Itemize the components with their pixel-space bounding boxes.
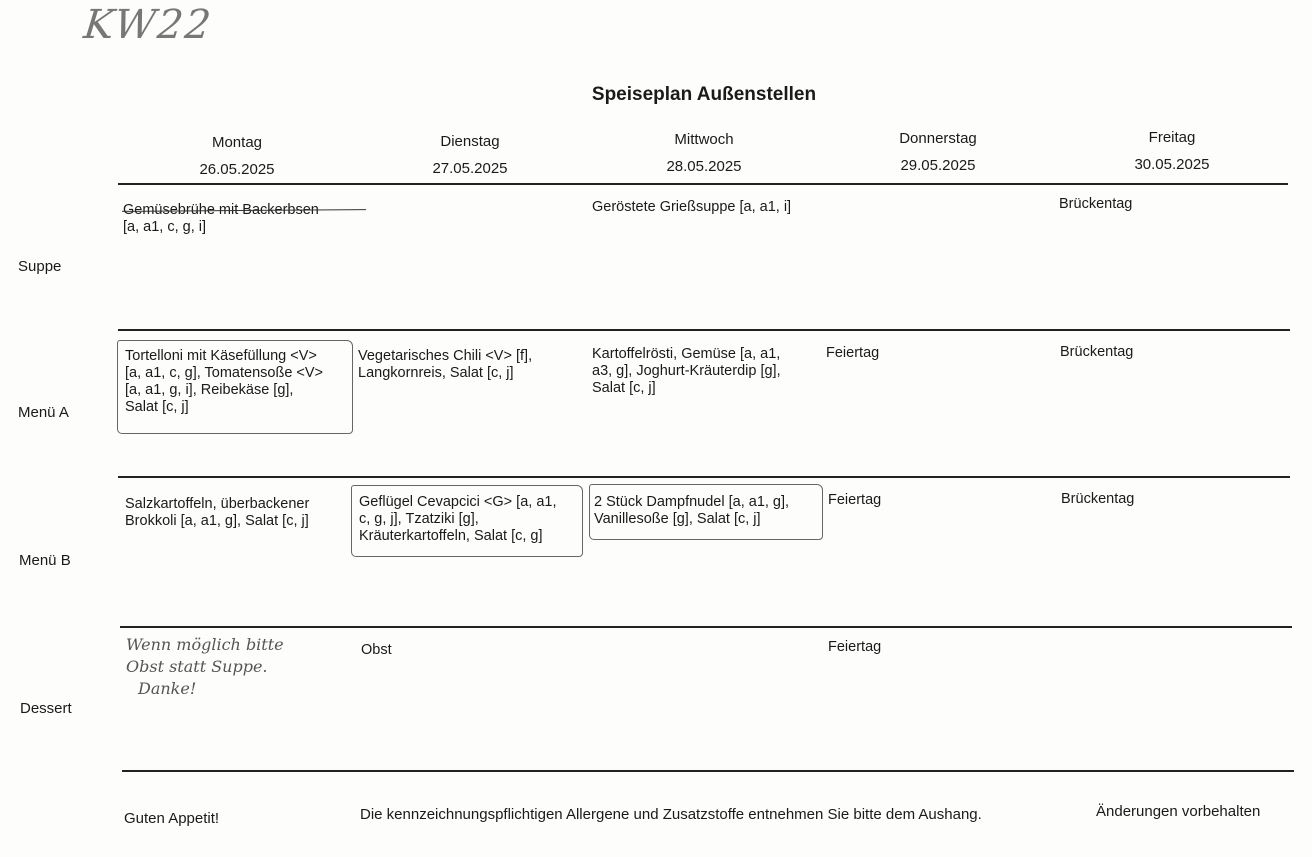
row-label-dessert: Dessert [20,700,72,717]
handwritten-note-line: Danke! [138,679,197,698]
handwritten-week-label: KW22 [81,2,215,48]
menu-b-dienstag-line: Geflügel Cevapcici <G> [a, a1, [359,494,557,510]
footer-allergen-note: Die kennzeichnungspflichtigen Allergene und Zusatzstoffe entnehmen Sie bitte dem Aushang. [360,806,982,823]
row-label-menu-b: Menü B [19,552,71,569]
row-label-menu-a: Menü A [18,404,69,421]
suppe-montag [123,202,319,236]
day-name-donnerstag: Donnerstag [899,130,977,147]
menu-a-mittwoch [592,346,781,397]
menu-a-montag-line: [a, a1, g, i], Reibekäse [g], [125,382,294,398]
footer-greeting: Guten Appetit! [124,810,220,827]
day-date-montag: 26.05.2025 [199,161,275,178]
menu-b-donnerstag: Feiertag [828,492,882,508]
menu-a-montag [125,348,323,416]
day-date-dienstag: 27.05.2025 [432,160,508,177]
menu-b-montag [125,496,309,530]
menu-b-mittwoch [594,494,789,528]
menu-b-montag-line: Salzkartoffeln, überbackener [125,496,310,512]
menu-a-mittwoch-line: Kartoffelrösti, Gemüse [a, a1, [592,346,781,362]
menu-b-dienstag [359,494,556,545]
suppe-montag-dish: Gemüsebrühe mit Backerbsen [123,202,319,218]
day-name-dienstag: Dienstag [440,133,500,150]
menu-a-dienstag [358,348,532,382]
menu-a-mittwoch-line: a3, g], Joghurt-Kräuterdip [g], [592,363,781,379]
dessert-donnerstag: Feiertag [828,639,882,655]
handwritten-note-line: Wenn möglich bitte [126,635,284,654]
menu-b-mittwoch-line: Vanillesoße [g], Salat [c, j] [594,511,761,527]
suppe-mittwoch: Geröstete Grießsuppe [a, a1, i] [592,199,792,215]
divider-dessert [122,770,1294,772]
menu-a-montag-line: Tortelloni mit Käsefüllung <V> [125,348,317,364]
footer-disclaimer: Änderungen vorbehalten [1096,803,1261,820]
menu-b-dienstag-line: Kräuterkartoffeln, Salat [c, g] [359,528,543,544]
menu-a-montag-line: Salat [c, j] [125,399,189,415]
handwritten-note [126,634,284,700]
day-date-mittwoch: 28.05.2025 [666,158,742,175]
divider-suppe [118,329,1290,331]
day-name-mittwoch: Mittwoch [674,131,734,148]
day-name-montag: Montag [211,134,263,151]
handwritten-note-line: Obst statt Suppe. [126,657,268,676]
divider-header [118,183,1288,185]
page-title: Speiseplan Außenstellen [591,84,817,105]
day-name-freitag: Freitag [1148,129,1196,146]
menu-b-mittwoch-line: 2 Stück Dampfnudel [a, a1, g], [594,494,790,510]
menu-b-montag-line: Brokkoli [a, a1, g], Salat [c, j] [125,513,309,529]
menu-a-dienstag-line: Langkornreis, Salat [c, j] [358,365,514,381]
menu-b-dienstag-line: c, g, j], Tzatziki [g], [359,511,479,527]
menu-a-freitag: Brückentag [1060,344,1134,360]
menu-a-montag-line: [a, a1, c, g], Tomatensoße <V> [125,365,324,381]
row-label-suppe: Suppe [18,258,62,275]
menu-b-freitag: Brückentag [1061,491,1135,507]
day-date-donnerstag: 29.05.2025 [900,157,976,174]
day-date-freitag: 30.05.2025 [1134,156,1210,173]
divider-menu-b [120,626,1292,628]
menu-a-mittwoch-line: Salat [c, j] [592,380,656,396]
dessert-dienstag: Obst [361,642,392,658]
menu-a-dienstag-line: Vegetarisches Chili <V> [f], [358,348,533,364]
suppe-montag-allergens: [a, a1, c, g, i] [123,219,207,235]
divider-menu-a [118,476,1290,478]
suppe-freitag: Brückentag [1059,196,1133,212]
menu-a-donnerstag: Feiertag [826,345,880,361]
